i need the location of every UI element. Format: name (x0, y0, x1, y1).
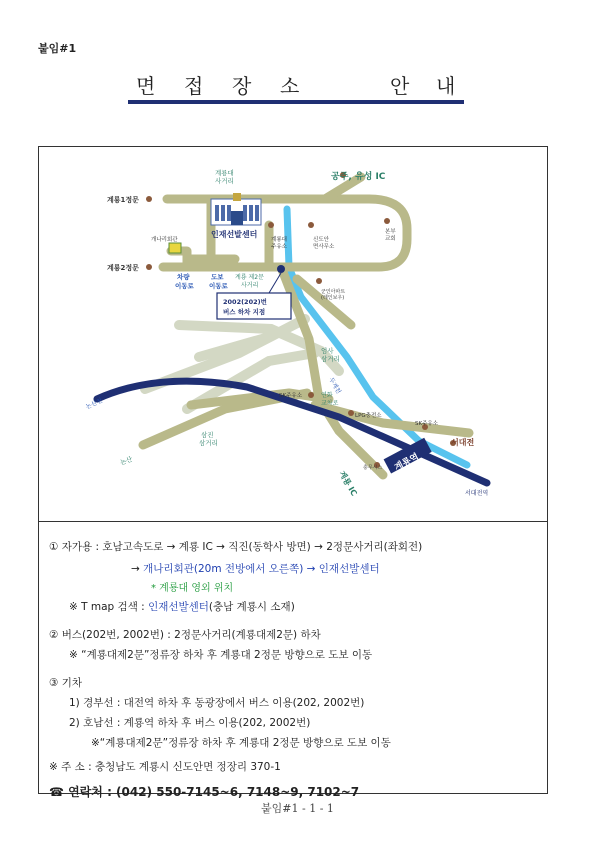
label-samjin: 삼거리 (199, 439, 218, 447)
label-sageori: 계룡대 (215, 169, 234, 177)
label-sk2: SK주유소 (415, 421, 439, 427)
label-gas: 주유소 (271, 244, 287, 250)
address: ※ 주 소 : 충청남도 계룡시 신도안면 정장리 370-1 (49, 761, 281, 773)
page-title (128, 70, 464, 96)
item3-title: ③ 기차 (49, 677, 83, 689)
title-char: 장 (232, 74, 252, 98)
label-apartment: (레인보우) (321, 295, 345, 301)
label-gate2: 계룡2정문 (107, 264, 139, 272)
item1-arrow: → (131, 563, 144, 575)
label-gate1: 계룡1정문 (107, 196, 139, 204)
tmap-keyword: 인재선발센터 (148, 601, 209, 613)
marker-gas (268, 222, 274, 228)
label-gate2-sageori: 계룡 제2문 (235, 274, 264, 281)
label-nonsan: 논산 (118, 455, 134, 467)
label-center: 인재선발센터 (211, 230, 258, 239)
bus-stop-marker (277, 265, 285, 273)
label-lpg: LPG충전소 (355, 413, 382, 419)
label-sindoan: 신도안 (313, 237, 329, 243)
item1-tmap (69, 599, 295, 614)
label-chungmu: 충무시스 (363, 465, 383, 471)
marker-gate1 (146, 196, 152, 202)
page-footer: 붙임#1 - 1 - 1 (261, 802, 334, 815)
label-gas: 계룡대 (271, 237, 287, 243)
marker-lpg (348, 410, 354, 416)
label-car: 차량 (177, 273, 190, 281)
item1-route: 개나리회관(20m 전방에서 오른쪽) → 인재선발센터 (143, 563, 380, 575)
label-gyeryong-ic: 계룡 IC (337, 469, 359, 498)
label-apartment: 군인아파트 (321, 289, 346, 295)
label-eomsa: 삼거리 (321, 355, 340, 363)
item1-line2 (131, 561, 380, 576)
label-bus-stop: 버스 하차 지점 (223, 308, 266, 316)
tmap-suffix: (충남 계룡시 소재) (208, 601, 295, 613)
label-seodaejeon: 서대전역 (465, 490, 489, 497)
item3-line2: 2) 호남선 : 계룡역 하차 후 버스 이용(202, 2002번) (69, 717, 311, 729)
marker-church (384, 218, 390, 224)
attachment-label: 붙임#1 (38, 42, 77, 55)
section-divider (39, 521, 547, 522)
label-daejeon: 서대전 (451, 438, 475, 447)
label-nonsancheon: 논산천 (84, 397, 104, 411)
marker-apartment (316, 278, 322, 284)
label-eomsa: 엄사 (321, 347, 334, 355)
label-church: 본부 (385, 229, 396, 235)
item2-line2: ※ “계룡대제2문”정류장 하차 후 계룡대 2정문 방향으로 도보 이동 (69, 649, 373, 661)
label-gongju: 공주, 유성 IC (331, 172, 386, 182)
label-sk1: SK주유소 (279, 393, 303, 399)
location-map (39, 147, 547, 519)
label-walk: 이동로 (209, 282, 228, 290)
label-stream: 두계천 (327, 376, 343, 396)
label-yeonhwa: 교차로 (321, 400, 339, 407)
title-char: 접 (184, 74, 204, 98)
marker-sindoan (308, 222, 314, 228)
item3-line3: ※“계룡대제2문”정류장 하차 후 계룡대 2정문 방향으로 도보 이동 (91, 737, 391, 749)
contact: ☎ 연락처 : (042) 550-7145~6, 7148~9, 7102~7 (49, 785, 360, 799)
title-char: 내 (436, 74, 456, 98)
item1-note: * 계룡대 영외 위치 (151, 583, 234, 594)
item3-line1: 1) 경부선 : 대전역 하차 후 동광장에서 버스 이용(202, 2002번) (69, 697, 365, 709)
label-car: 이동로 (175, 282, 194, 290)
marker-sk1 (308, 392, 314, 398)
tmap-prefix: ※ T map 검색 : (69, 601, 149, 613)
title-char: 면 (136, 74, 156, 98)
label-samjin: 삼진 (201, 431, 214, 439)
label-bus-stop: 2002(202)번 (223, 298, 267, 306)
title-underline (128, 100, 464, 104)
label-gate2-sageori: 사거리 (241, 282, 259, 289)
item1-line1: ① 자가용 : 호남고속도로 → 계룡 IC → 직진(동학사 방면) → 2정문사거리(좌회전) (49, 541, 423, 553)
label-station: 계룡역 (393, 452, 421, 474)
label-hanaro: 개나리회관 (151, 237, 178, 243)
label-church: 교회 (385, 236, 396, 242)
hanaro-hall-icon (169, 243, 181, 253)
label-yeonhwa: 연화 (321, 392, 333, 399)
title-char: 안 (390, 74, 410, 98)
title-char: 소 (280, 74, 300, 98)
marker-gate2 (146, 264, 152, 270)
label-walk: 도보 (211, 273, 224, 281)
item2-line1: ② 버스(202번, 2002번) : 2정문사거리(계룡대제2문) 하차 (49, 629, 321, 641)
content-frame (38, 146, 548, 799)
label-sindoan: 면사무소 (313, 244, 335, 250)
label-sageori: 사거리 (215, 177, 234, 185)
